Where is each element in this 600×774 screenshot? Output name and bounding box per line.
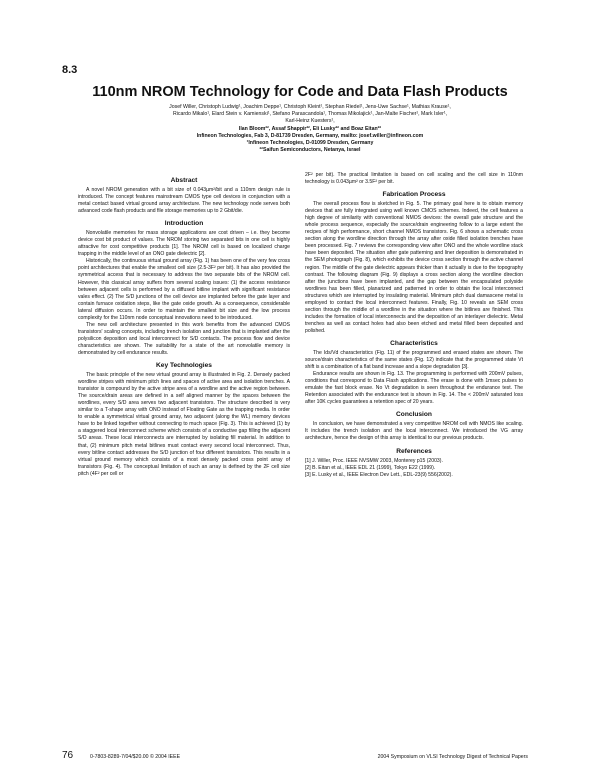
isbn-line: 0-7803-8289-7/04/$20.00 © 2004 IEEE [90, 754, 181, 760]
session-number: 8.3 [62, 64, 78, 76]
body-paragraph: 2F² per bit). The practical limitation is based on cell scaling and the cell size in 110nm technology is 0.043µm² or 3.5F² per bit. [305, 172, 523, 186]
reference-item: [3] E. Lusky et al., IEEE Electron Dev Lett., EDL-23(9) 556(2002). [305, 471, 453, 478]
body-paragraph: The basic principle of the new virtual ground array is illustrated in Fig. 2. Densely packed wordline stripes with minimum pitch lines and spaces of active area and isolation trenches. A transistor is compound by the active stripe area of a wordline and the active region between. The source/drain areas are defined in a self aligned manner by the spaces between the wordlines, every S/D area serves two adjacent transistors. The structure described is very similar to a T-shape array with ONO instead of Floating Gate as the trapping media. In order to enable a symmetrical virtual ground array, two adjacent (along the WL) memory devices have to be linked together without connecting to much space (Fig. 3). This is achieved (1) by a staggered local interconnect scheme which consists of a conductive gap filling the adjacent S/D areas. These local interconnects are interrupted by isolating fill material. In addition to that, (2) minimum pitch metal bitlines must contact every second local interconnect. Thus, every bitline contact addresses the S/D junction of four different transistors. This results in a virtual ground memory which consists of a most densely packed cross point array of transistors (Fig. 4). The conceptual limitation of such an array is defined by the 2F cell size pitch (4F² per cell or [78, 372, 290, 477]
author-line: Karl-Heinz Kuesters¹, [285, 118, 335, 125]
section-heading: Conclusion [396, 411, 432, 419]
section-heading: Key Technologies [156, 362, 212, 370]
body-paragraph: Endurance results are shown in Fig. 13. The programming is performed with 200mV pulses, conditions that correspond to Data Flash applications. The erase is done with 1msec pulses to emulate the fast block erase. No Vt degradation is seen throughout the endurance test. The Retention associated with the endurance test is shown in Fig. 14. The < 200mV saturated loss after 10K cycles guarantees a retention spec of 20 years. [305, 371, 523, 406]
author-line: Josef Willer, Christoph Ludwig¹, Joachim Deppe¹, Christoph Kleint¹, Stephan Riedel¹, Jens-Uwe Sachse¹, Mathias Krause¹, [169, 104, 451, 110]
body-paragraph: A novel NROM generation with a bit size of 0.043µm²/bit and a 110nm design rule is introduced. The concept features mainstream CMOS type cell devices in conjunction with a metal contact based virtual ground array architecture. The new technology node serves both advanced code flash products and file storage memories up to 2 Gbit/die. [78, 187, 290, 215]
body-paragraph: In conclusion, we have demonstrated a very competitive NROM cell with NMOS like scaling. It includes the trench isolation and the local interconnect. We introduced the VG array architecture, hence the design of this array is identical to our previous products. [305, 421, 523, 442]
page-footer [62, 750, 528, 761]
right-column [305, 172, 523, 479]
section-heading: References [396, 447, 432, 455]
reference-item: [1] J. Willer, Proc. IEEE NVSMW 2003, Monterey p15 (2003). [305, 457, 443, 464]
body-paragraph: Historically, the continuous virtual ground array (Fig. 1) has been one of the very few cross point architectures that enable the smallest cell size (2.5-3F² per bit). It has also provided the symmetrical access that is necessary to address the two separate bits of the NROM cell. However, this classical array suffers from several scaling issues: (1) the access resistance between adjacent cells is performed by a diffused bitline implant with significant resistance vales effect. (2) The S/D junctions of the cell device are implanted before the gate layer and contain furnace oxidation steps, like the gate oxide growth. As a consequence, considerable lateral diffusion occurs. In order to maintain the smallest bit size and the low process complexity for the 110nm node conceptual innovations need to be introduced. [78, 258, 290, 321]
affiliation-line: ²²Saifun Semiconductors, Netanya, Israel [259, 147, 361, 154]
author-line: Ricardo Mikalo¹, Elard Stein v. Kamienski¹, Stefano Parascandola¹, Thomas Mikolajick¹, Jan-Malte Fischer¹, Mark Isler¹, [173, 111, 447, 118]
author-block [120, 104, 500, 154]
body-paragraph: The Ids/Vd characteristics (Fig. 11) of the programmed and erased states are shown. The source/drain characteristics of the same states (Fig. 12) indicate that the programmed state Vt shift is a combination of a flat band increase and a slope degradation [3]. [305, 349, 523, 371]
paper-title: 110nm NROM Technology for Code and Data Flash Products [92, 84, 508, 100]
section-heading: Abstract [170, 177, 198, 184]
body-paragraph: The overall process flow is sketched in Fig. 5. The primary goal here is to obtain memory devices that are fully integrated using well known CMOS schemes. Indeed, the cell features a high degree of similarity with conventional NMOS devices: the overall gate structure and the whole process sequence, especially the source/drain engineering follow to a large extent the recipes of high performance, short channel NMOS transistors. Fig. 6 shows a schematic cross section along the wordline direction through the array after oxide filled isolation trenches have been processed. Fig. 7 reviews the corresponding view after ONO and the whole wordline stack have been deposited. The situation after gate patterning and liner deposition is demonstrated in the SEM photograph (Fig. 8), which exhibits the device cross section through the active channel region. The middle of the gate dielectric appears thicker than it actually is due to the topography contrast. The following diagram (Fig. 9) displays a cross section along the wordline direction after the junctions have been implanted, and the gap between the encapsulated polyside wordlines has been filled, planarized and patterned in order to obtain the local interconnect structures which are interrupted by insulating material. Minimum pitch dual damascene metal is employed to contact the local interconnect features. Finally, Fig. 10 reveals an SEM cross section through the middle of a wordline in the situation where the bitlines are finished. This includes the formation of local interconnects and the deposition of an interlayer dielectric. Metal trenches as well as contact holes had also been etched and metal filled been deposited and polished. [305, 201, 523, 334]
affiliation-line: ¹Infineon Technologies, D-01099 Dresden, Germany [246, 140, 374, 147]
page-number: 76 [62, 750, 74, 761]
author-line: Ilan Bloom²², Assaf Shappir²², Eli Lusky²² and Boaz Eitan²² [238, 125, 382, 132]
section-heading: Characteristics [390, 339, 438, 347]
affiliation-line: Infineon Technologies, Fab 3, D-81739 Dresden, Germany, mailto: josef.willer@infineon.com [196, 132, 424, 139]
section-heading: Fabrication Process [382, 191, 446, 199]
reference-item: [2] B. Eitan et al., IEEE EDL 21 (1999), Tokyo E22 (1999). [305, 464, 436, 471]
left-column [78, 172, 290, 478]
section-heading: Introduction [164, 220, 204, 228]
body-paragraph: The new cell architecture presented in this work benefits from the advanced CMOS transistors' scaling concepts, including trench isolation and junction that is implanted after the polysilicon deposition and local interconnect for S/D contacts. The process flow and device characteristics are shown. The suitability for a state of the art nonvolatile memory is demonstrated by cell endurance results. [78, 321, 290, 356]
body-paragraph: Nonvolatile memories for mass storage applications are cost driven – i.e. they become device cost bit product of values. The NROM storing two separated bits in one cell is highly attractive for cost competitive products [1]. The NROM cell is based on localized charge trapping in the middle level of an ONO gate dielectric [2]. [78, 230, 290, 258]
conference-name: 2004 Symposium on VLSI Technology Digest of Technical Papers [377, 754, 528, 760]
